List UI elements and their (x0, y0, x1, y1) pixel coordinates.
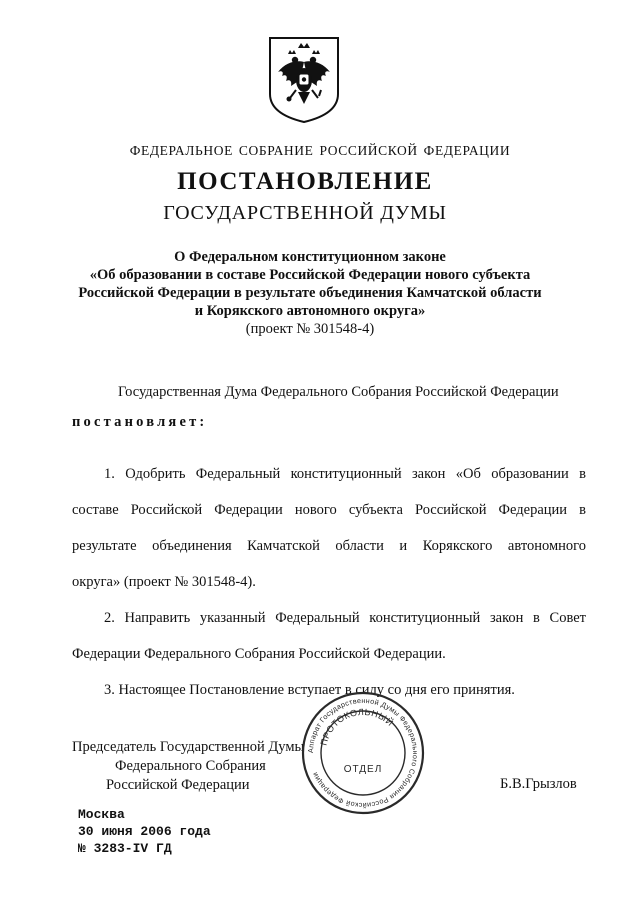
document-footer (78, 806, 211, 857)
item-1-line: результате объединения Камчатской области и Корякского автономного (72, 538, 586, 554)
document-type-title: ПОСТАНОВЛЕНИЕ (177, 168, 433, 195)
seal-inner-top: ПРОТОКОЛЬНЫЙ (318, 706, 396, 747)
signatory-name: Б.В.Грызлов (500, 776, 577, 792)
signatory-title-line: Российской Федерации (106, 777, 250, 793)
official-seal (298, 688, 428, 818)
seal-ring-text: Аппарат Государственной Думы Федерального Собрания Российской Федерации (305, 695, 421, 811)
coat-of-arms-icon (268, 36, 340, 124)
subject-line: «Об образовании в составе Российской Федерации нового субъекта (89, 267, 531, 283)
organization-heading: ФЕДЕРАЛЬНОЕ СОБРАНИЕ РОССИЙСКОЙ ФЕДЕРАЦИИ (129, 143, 511, 158)
signatory-title-line: Федерального Собрания (115, 758, 266, 774)
seal-inner-bottom: ОТДЕЛ (343, 764, 383, 775)
footer-city: Москва (78, 807, 125, 822)
footer-number: № 3283-IV ГД (78, 841, 172, 856)
item-3-line: 3. Настоящее Постановление вступает в силу со дня его принятия. (104, 682, 515, 698)
subject-line: и Корякского автономного округа» (194, 303, 426, 319)
item-2-line: Федерации Федерального Собрания Российской Федерации. (72, 646, 446, 662)
subject-line: О Федеральном конституционном законе (174, 249, 446, 265)
document-subject (0, 248, 620, 338)
project-number: (проект № 301548-4) (245, 321, 375, 337)
preamble-text: Государственная Дума Федерального Собрания Российской Федерации (118, 384, 559, 400)
resolves-text: постановляет: (72, 414, 208, 430)
item-1-line: составе Российской Федерации нового субъекта Российской Федерации в (72, 502, 586, 518)
item-1-line: 1. Одобрить Федеральный конституционный закон «Об образовании в (104, 466, 586, 482)
subject-line: Российской Федерации в результате объединения Камчатской области (78, 285, 542, 301)
signatory-title-line: Председатель Государственной Думы (72, 739, 305, 755)
item-2-line: 2. Направить указанный Федеральный конституционный закон в Совет (104, 610, 586, 626)
item-1-line: округа» (проект № 301548-4). (72, 574, 256, 590)
document-issuer-subtitle: ГОСУДАРСТВЕННОЙ ДУМЫ (163, 202, 447, 224)
footer-date: 30 июня 2006 года (78, 824, 211, 839)
